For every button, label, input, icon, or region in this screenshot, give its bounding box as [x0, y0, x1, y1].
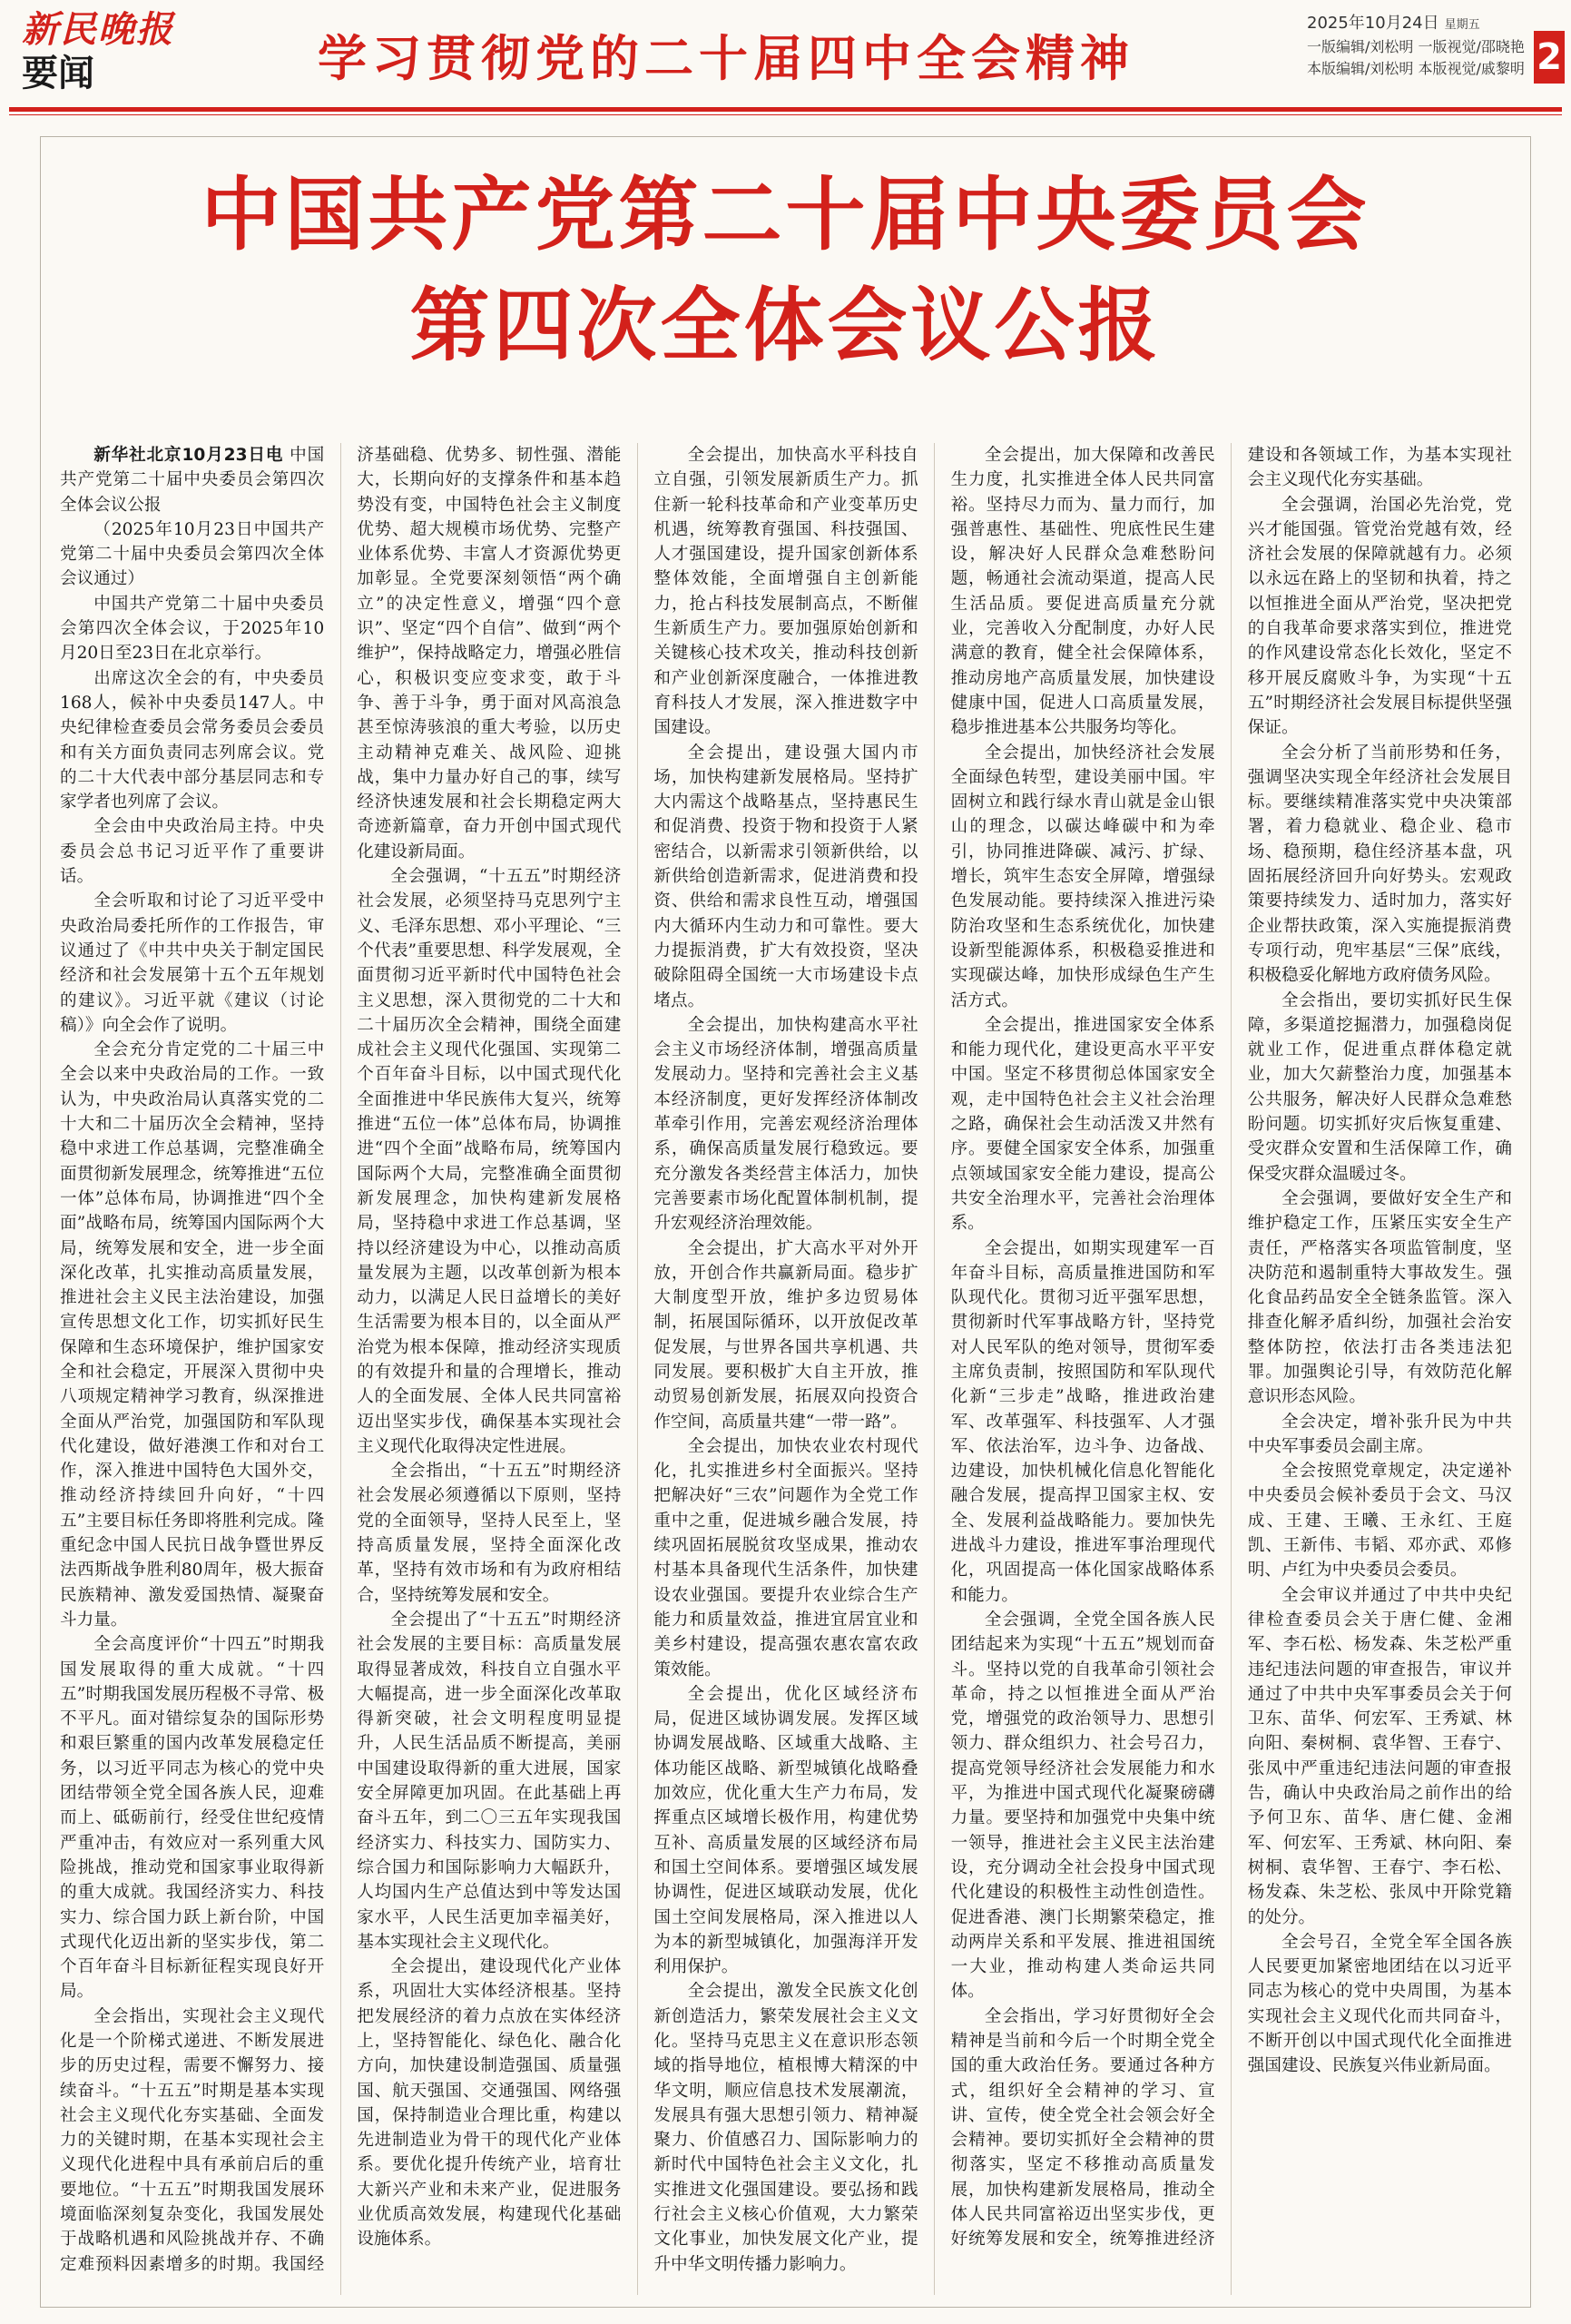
article-paragraph: 全会提出，加快农业农村现代化，扎实推进乡村全面振兴。坚持把解决好“三农”问题作为全党工作重中之重，促进城乡融合发展，持续巩固拓展脱贫攻坚成果，推动农村基本具备现代生活条件，加快建设农业强国。要提升农业综合生产能力和质量效益，推进宜居宜业和美乡村建设，提高强农惠农富农政策效能。	[653, 1436, 918, 1679]
article-paragraph: 全会提出，如期实现建军一百年奋斗目标，高质量推进国防和军队现代化。贯彻习近平强军思想，贯彻新时代军事战略方针，坚持党对人民军队的绝对领导，贯彻军委主席负责制，按照国防和军队现代化新“三步走”战略，推进政治建军、改革强军、科技强军、人才强军、依法治军，边斗争、边备战、边建设，加快机械化信息化智能化融合发展，提高捍卫国家主权、安全、发展利益战略能力。要加快先进战斗力建设，推进军事治理现代化，巩固提高一体化国家战略体系和能力。	[950, 1238, 1215, 1605]
dateline: 新华社北京10月23日电	[93, 446, 284, 465]
article-paragraph: 全会强调，治国必先治党，党兴才能国强。管党治党越有效，经济社会发展的保障就越有力。必须以永远在路上的坚韧和执着，持之以恒推进全面从严治党，坚决把党的自我革命要求落实到位，推进党的作风建设常态化长效化，坚定不移开展反腐败斗争，为实现“十五五”时期经济社会发展目标提供坚强保证。	[1247, 495, 1512, 738]
article-paragraph: 中国共产党第二十届中央委员会第四次全体会议，于2025年10月20日至23日在北京举行。	[60, 594, 325, 664]
header-divider-thin	[9, 114, 1562, 115]
article-paragraph: 全会充分肯定党的二十届三中全会以来中央政治局的工作。一致认为，中央政治局认真落实党的二十大和二十届历次全会精神，坚持稳中求进工作总基调，完整准确全面贯彻新发展理念，统筹推进“五位一体”总体布局，协调推进“四个全面”战略布局，统筹国内国际两个大局，统筹发展和安全，进一步全面深化改革，扎实推动高质量发展，推进社会主义民主法治建设，加强宣传思想文化工作，切实抓好民生保障和生态环境保护，维护国家安全和社会稳定，开展深入贯彻中央八项规定精神学习教育，纵深推进全面从严治党，加强国防和军队现代化建设，做好港澳工作和对台工作，深入推进中国特色大国外交，推动经济持续回升向好，“十四五”主要目标任务即将胜利完成。隆重纪念中国人民抗日战争暨世界反法西斯战争胜利80周年，极大振奋民族精神、激发爱国热情、凝聚奋斗力量。	[60, 1040, 325, 1630]
article-paragraph: 全会听取和讨论了习近平受中央政治局委托所作的工作报告，审议通过了《中共中央关于制定国民经济和社会发展第十五个五年规划的建议》。习近平就《建议（讨论稿）》向全会作了说明。	[60, 891, 325, 1035]
article-paragraph: 全会指出，“十五五”时期经济社会发展必须遵循以下原则，坚持党的全面领导，坚持人民至上，坚持高质量发展，坚持全面深化改革，坚持有效市场和有为政府相结合，坚持统筹发展和安全。	[357, 1462, 622, 1605]
article-paragraph: 全会提出，加大保障和改善民生力度，扎实推进全体人民共同富裕。坚持尽力而为、量力而行，加强普惠性、基础性、兜底性民生建设，解决好人民群众急难愁盼问题，畅通社会流动渠道，提高人民生活品质。要促进高质量充分就业，完善收入分配制度，办好人民满意的教育，健全社会保障体系，推动房地产高质量发展，加快建设健康中国，促进人口高质量发展，稳步推进基本公共服务均等化。	[950, 446, 1215, 738]
issue-weekday: 星期五	[1444, 18, 1480, 32]
article-paragraph: 全会提出，加快高水平科技自立自强，引领发展新质生产力。抓住新一轮科技革命和产业变革历史机遇，统筹教育强国、科技强国、人才强国建设，提升国家创新体系整体效能，全面增强自主创新能力，抢占科技发展制高点，不断催生新质生产力。要加强原始创新和关键核心技术攻关，推动科技创新和产业创新深度融合，一体推进教育科技人才发展，深入推进数字中国建设。	[653, 446, 918, 738]
article-paragraph: 全会提出，加快构建高水平社会主义市场经济体制，增强高质量发展动力。坚持和完善社会主义基本经济制度，更好发挥经济体制改革牵引作用，完善宏观经济治理体系，确保高质量发展行稳致远。要充分激发各类经营主体活力，加快完善要素市场化配置体制机制，提升宏观经济治理效能。	[653, 1015, 918, 1234]
editors-line-1: 一版编辑/刘松明 一版视觉/邵晓艳	[1307, 38, 1525, 55]
article-paragraph: （2025年10月23日中国共产党第二十届中央委员会第四次全体会议通过）	[60, 519, 325, 589]
article-paragraph: 全会指出，实现社会主义现代化是一个阶梯式递进、不断发展进步的历史过程，需要不懈努力、接续奋斗。“十五五”时期是基本实现社会主义现代化夯实基础、全面发力的关键时期，在基本实现社会主义现代化进程中具有承前启后的重要地位。“十五五”时期我国发展环境面临深刻复杂变化，我国发展处于战略机遇和风险挑战并存、不确定难预料因素增多的时期。我国经济基础稳、优势多、韧性强、潜能大，长期向好的支撑条件和基本趋势没有变，中国特色社会主义制度优势、超大规模市场优势、完整产业体系优势、丰富人才资源优势更加彰显。全党要深刻领悟“两个确立”的决定性意义，增强“四个意识”、坚定“四个自信”、做到“两个维护”，保持战略定力，增强必胜信心，积极识变应变求变，敢于斗争、善于斗争，勇于面对风高浪急甚至惊涛骇浪的重大考验，以历史主动精神克难关、战风险、迎挑战，集中力量办好自己的事，续写经济快速发展和社会长期稳定两大奇迹新篇章，奋力开创中国式现代化建设新局面。	[60, 446, 622, 2274]
article-headline	[0, 160, 1571, 381]
article-paragraph: 全会高度评价“十四五”时期我国发展取得的重大成就。“十四五”时期我国发展历程极不寻常、极不平凡。面对错综复杂的国际形势和艰巨繁重的国内改革发展稳定任务，以习近平同志为核心的党中央团结带领全党全国各族人民，迎难而上、砥砺前行，经受住世纪疫情严重冲击，有效应对一系列重大风险挑战，推动党和国家事业取得新的重大成就。我国经济实力、科技实力、综合国力跃上新台阶，中国式现代化迈出新的坚实步伐，第二个百年奋斗目标新征程实现良好开局。	[60, 1635, 325, 2002]
article-paragraph: 全会提出，优化区域经济布局，促进区域协调发展。发挥区域协调发展战略、区域重大战略、主体功能区战略、新型城镇化战略叠加效应，优化重大生产力布局，发挥重点区域增长极作用，构建优势互补、高质量发展的区域经济布局和国土空间体系。要增强区域发展协调性，促进区域联动发展，优化国土空间发展格局，深入推进以人为本的新型城镇化，加强海洋开发利用保护。	[653, 1684, 918, 1977]
article-paragraph: 全会强调，要做好安全生产和维护稳定工作，压紧压实安全生产责任，严格落实各项监管制度，坚决防范和遏制重特大事故发生。强化食品药品安全全链条监管。深入排查化解矛盾纠纷，加强社会治安整体防控，依法打击各类违法犯罪。加强舆论引导，有效防范化解意识形态风险。	[1247, 1188, 1512, 1407]
headline-line-1: 中国共产党第二十届中央委员会	[201, 168, 1370, 261]
lead-text: 中国共产党第二十届中央委员会第四次全体会议公报	[60, 446, 325, 515]
article-paragraph: 全会决定，增补张升民为中共中央军事委员会副主席。	[1247, 1412, 1512, 1456]
article-paragraph: 全会提出，激发全民族文化创新创造活力，繁荣发展社会主义文化。坚持马克思主义在意识形态领域的指导地位，植根博大精深的中华文明，顺应信息技术发展潮流，发展具有强大思想引领力、精神凝聚力、价值感召力、国际影响力的新时代中国特色社会主义文化，扎实推进文化强国建设。要弘扬和践行社会主义核心价值观，大力繁荣文化事业，加快发展文化产业，提升中华文明传播力影响力。	[653, 1982, 918, 2274]
article-paragraph: 全会提出，建设现代化产业体系，巩固壮大实体经济根基。坚持把发展经济的着力点放在实体经济上，坚持智能化、绿色化、融合化方向，加快建设制造强国、质量强国、航天强国、交通强国、网络强国，保持制造业合理比重，构建以先进制造业为骨干的现代化产业体系。要优化提升传统产业，培育壮大新兴产业和未来产业，促进服务业优质高效发展，构建现代化基础设施体系。	[357, 1957, 622, 2250]
header-banner-title: 学习贯彻党的二十届四中全会精神	[318, 30, 1134, 87]
article-paragraph: 全会指出，学习好贯彻好全会精神是当前和今后一个时期全党全国的重大政治任务。要通过各种方式，组织好全会精神的学习、宣讲、宣传，使全党全社会领会好全会精神。要切实抓好全会精神的贯彻落实，坚定不移推动高质量发展，加快构建新发展格局，推动全体人民共同富裕迈出坚实步伐，更好统筹发展和安全，统筹推进经济建设和各领域工作，为基本实现社会主义现代化夯实基础。	[950, 446, 1512, 2250]
article-paragraph: 全会按照党章规定，决定递补中央委员会候补委员于会文、马汉成、王建、王曦、王永红、王庭凯、王新伟、韦韬、邓亦武、邓修明、卢红为中央委员会委员。	[1247, 1462, 1512, 1581]
section-label: 要闻	[22, 53, 94, 94]
page-header	[0, 0, 1571, 109]
article-paragraph: 全会提出，加快经济社会发展全面绿色转型，建设美丽中国。牢固树立和践行绿水青山就是金山银山的理念，以碳达峰碳中和为牵引，协同推进降碳、减污、扩绿、增长，筑牢生态安全屏障，增强绿色发展动能。要持续深入推进污染防治攻坚和生态系统优化，加快建设新型能源体系，积极稳妥推进和实现碳达峰，加快形成绿色生产生活方式。	[950, 743, 1215, 1010]
header-divider	[9, 107, 1562, 112]
article-paragraph: 全会审议并通过了中共中央纪律检查委员会关于唐仁健、金湘军、李石松、杨发森、朱芝松严重违纪违法问题的审查报告，审议并通过了中共中央军事委员会关于何卫东、苗华、何宏军、王秀斌、林向阳、秦树桐、袁华智、王春宁、张凤中严重违纪违法问题的审查报告，确认中央政治局之前作出的给予何卫东、苗华、唐仁健、金湘军、何宏军、王秀斌、林向阳、秦树桐、袁华智、王春宁、李石松、杨发森、朱芝松、张凤中开除党籍的处分。	[1247, 1585, 1512, 1927]
masthead	[22, 9, 294, 96]
article-paragraph: 全会强调，全党全国各族人民团结起来为实现“十五五”规划而奋斗。坚持以党的自我革命引领社会革命，持之以恒推进全面从严治党，增强党的政治领导力、思想引领力、群众组织力、社会号召力，提高党领导经济社会发展能力和水平，为推进中国式现代化凝聚磅礴力量。要坚持和加强党中央集中统一领导，推进社会主义民主法治建设，充分调动全社会投身中国式现代化建设的积极性主动性创造性。促进香港、澳门长期繁荣稳定，推动两岸关系和平发展、推进祖国统一大业，推动构建人类命运共同体。	[950, 1610, 1215, 2002]
lead-paragraph	[60, 443, 324, 517]
article-paragraph: 全会指出，要切实抓好民生保障，多渠道挖掘潜力，加强稳岗促就业工作，促进重点群体稳定就业，加大欠薪整治力度，加强基本公共服务，解决好人民群众急难愁盼问题。切实抓好灾后恢复重建、受灾群众安置和生活保障工作，确保受灾群众温暖过冬。	[1247, 990, 1512, 1184]
issue-meta	[1307, 13, 1525, 80]
page-number: 2	[1534, 31, 1565, 84]
article-paragraph: 全会号召，全党全军全国各族人民要更加紧密地团结在以习近平同志为核心的党中央周围，为基本实现社会主义现代化而共同奋斗，不断开创以中国式现代化全面推进强国建设、民族复兴伟业新局面。	[1247, 1932, 1512, 2076]
headline-line-2: 第四次全体会议公报	[409, 279, 1162, 372]
article-body	[60, 443, 1512, 2295]
article-paragraph: 全会由中央政治局主持。中央委员会总书记习近平作了重要讲话。	[60, 817, 325, 887]
article-paragraph: 全会强调，“十五五”时期经济社会发展，必须坚持马克思列宁主义、毛泽东思想、邓小平理论、“三个代表”重要思想、科学发展观，全面贯彻习近平新时代中国特色社会主义思想，深入贯彻党的二十大和二十届历次全会精神，围绕全面建成社会主义现代化强国、实现第二个百年奋斗目标，以中国式现代化全面推进中华民族伟大复兴，统筹推进“五位一体”总体布局，协调推进“四个全面”战略布局，统筹国内国际两个大局，完整准确全面贯彻新发展理念，加快构建新发展格局，坚持稳中求进工作总基调，坚持以经济建设为中心，以推动高质量发展为主题，以改革创新为根本动力，以满足人民日益增长的美好生活需要为根本目的，以全面从严治党为根本保障，推动经济实现质的有效提升和量的合理增长，推动人的全面发展、全体人民共同富裕迈出坚实步伐，确保基本实现社会主义现代化取得决定性进展。	[357, 867, 622, 1456]
article-paragraph: 全会提出，扩大高水平对外开放，开创合作共赢新局面。稳步扩大制度型开放，维护多边贸易体制，拓展国际循环，以开放促改革促发展，与世界各国共享机遇、共同发展。要积极扩大自主开放，推动贸易创新发展，拓展双向投资合作空间，高质量共建“一带一路”。	[653, 1238, 918, 1432]
article-paragraph: 全会提出，建设强大国内市场，加快构建新发展格局。坚持扩大内需这个战略基点，坚持惠民生和促消费、投资于物和投资于人紧密结合，以新需求引领新供给，以新供给创造新需求，促进消费和投资、供给和需求良性互动，增强国内大循环内生动力和可靠性。要大力提振消费，扩大有效投资，坚决破除阻碍全国统一大市场建设卡点堵点。	[653, 743, 918, 1010]
issue-date: 2025年10月24日	[1307, 14, 1439, 33]
article-paragraph: 出席这次全会的有，中央委员168人，候补中央委员147人。中央纪律检查委员会常务委员会委员和有关方面负责同志列席会议。党的二十大代表中部分基层同志和专家学者也列席了会议。	[60, 668, 325, 812]
issue-date-line	[1307, 13, 1525, 36]
newspaper-logo: 新民晚报	[22, 8, 174, 51]
editors-line-2: 本版编辑/刘松明 本版视觉/戚黎明	[1307, 60, 1525, 77]
article-paragraph: 全会提出，推进国家安全体系和能力现代化，建设更高水平平安中国。坚定不移贯彻总体国家安全观，走中国特色社会主义社会治理之路，确保社会生动活泼又井然有序。要健全国家安全体系，加强重点领域国家安全能力建设，提高公共安全治理水平，完善社会治理体系。	[950, 1015, 1215, 1234]
article-paragraph: 全会提出了“十五五”时期经济社会发展的主要目标：高质量发展取得显著成效，科技自立自强水平大幅提高，进一步全面深化改革取得新突破，社会文明程度明显提升，人民生活品质不断提高，美丽中国建设取得新的重大进展，国家安全屏障更加巩固。在此基础上再奋斗五年，到二〇三五年实现我国经济实力、科技实力、国防实力、综合国力和国际影响力大幅跃升，人均国内生产总值达到中等发达国家水平，人民生活更加幸福美好，基本实现社会主义现代化。	[357, 1610, 622, 1952]
article-paragraph: 全会分析了当前形势和任务，强调坚决实现全年经济社会发展目标。要继续精准落实党中央决策部署，着力稳就业、稳企业、稳市场、稳预期，稳住经济基本盘，巩固拓展经济回升向好势头。宏观政策要持续发力、适时加力，落实好企业帮扶政策，深入实施提振消费专项行动，兜牢基层“三保”底线，积极稳妥化解地方政府债务风险。	[1247, 743, 1512, 986]
